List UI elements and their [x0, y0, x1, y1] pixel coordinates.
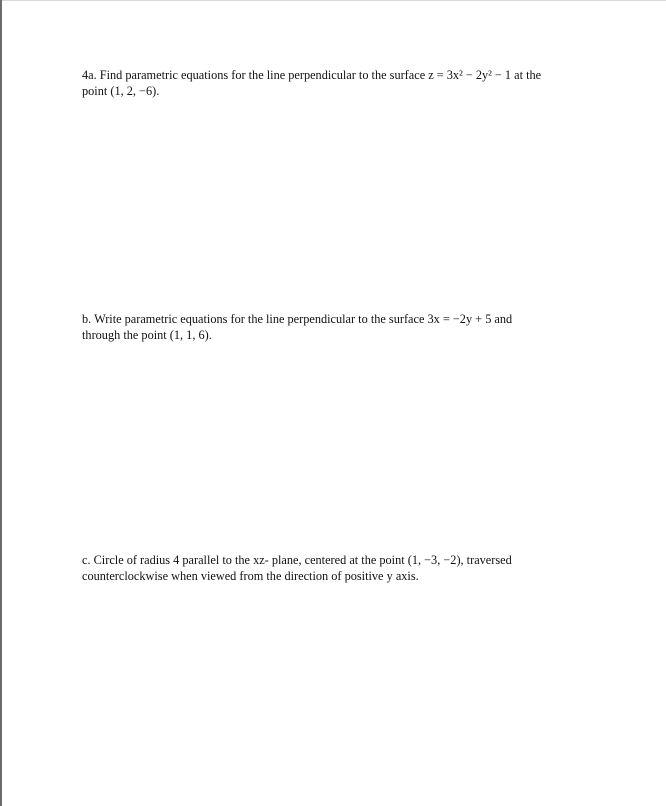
question-4a-line-2: point (1, 2, −6).	[82, 84, 160, 98]
question-c	[82, 552, 612, 584]
question-4a	[82, 67, 612, 99]
page-top-edge	[2, 0, 666, 1]
question-4a-line-1: 4a. Find parametric equations for the line perpendicular to the surface z = 3x² − 2y² − 1 at the	[82, 68, 542, 82]
question-b-line-2: through the point (1, 1, 6).	[82, 328, 212, 342]
question-b	[82, 311, 612, 343]
question-b-line-1: b. Write parametric equations for the line perpendicular to the surface 3x = −2y + 5 and	[82, 312, 513, 326]
question-c-line-2: counterclockwise when viewed from the direction of positive y axis.	[82, 569, 419, 583]
question-c-line-1: c. Circle of radius 4 parallel to the xz- plane, centered at the point (1, −3, −2), traversed	[82, 553, 512, 567]
